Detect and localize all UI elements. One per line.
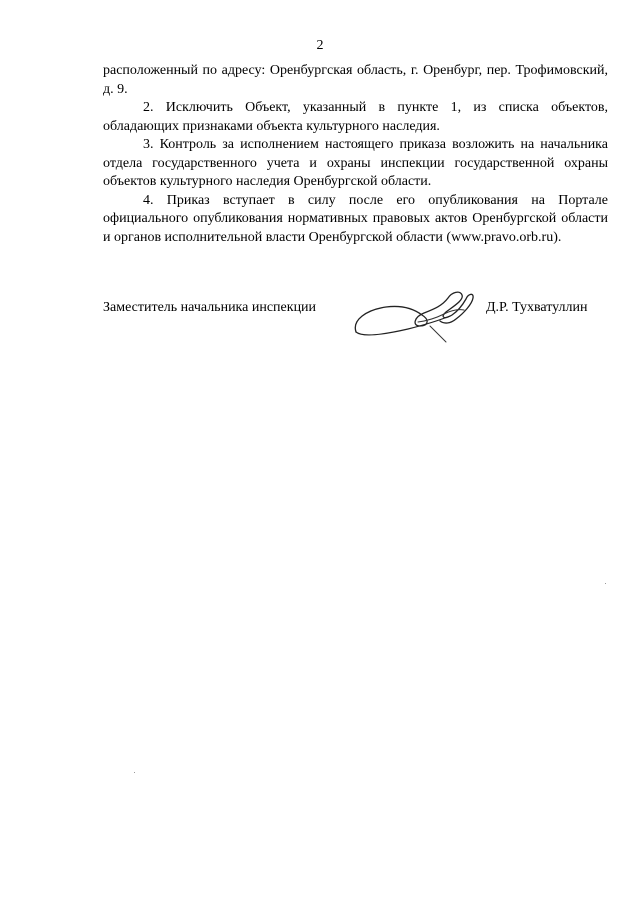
- document-body: [103, 62, 608, 247]
- signatory-title: Заместитель начальника инспекции: [103, 300, 317, 315]
- paragraph-address-continuation: расположенный по адресу: Оренбургская область, г. Оренбург, пер. Трофимовский, д. 9.: [103, 63, 608, 97]
- page-number: 2: [316, 38, 324, 53]
- scan-speck: [134, 772, 135, 773]
- signatory-name: Д.Р. Тухватуллин: [486, 300, 588, 315]
- paragraph-item-4: 4. Приказ вступает в силу после его опубликования на Портале официального опубликования нормативных правовых актов Оренбургской области и органов исполнительной власти Оренбургской области (www.pravo.orb.ru).: [103, 192, 608, 245]
- paragraph-item-2: 2. Исключить Объект, указанный в пункте 1, из списка объектов, обладающих признаками объекта культурного наследия.: [103, 100, 608, 134]
- scan-speck: [605, 583, 606, 584]
- handwritten-signature: [352, 286, 477, 344]
- paragraph-item-3: 3. Контроль за исполнением настоящего приказа возложить на начальника отдела государственного учета и охраны инспекции государственной охраны объектов культурного наследия Оренбургской области.: [103, 137, 608, 189]
